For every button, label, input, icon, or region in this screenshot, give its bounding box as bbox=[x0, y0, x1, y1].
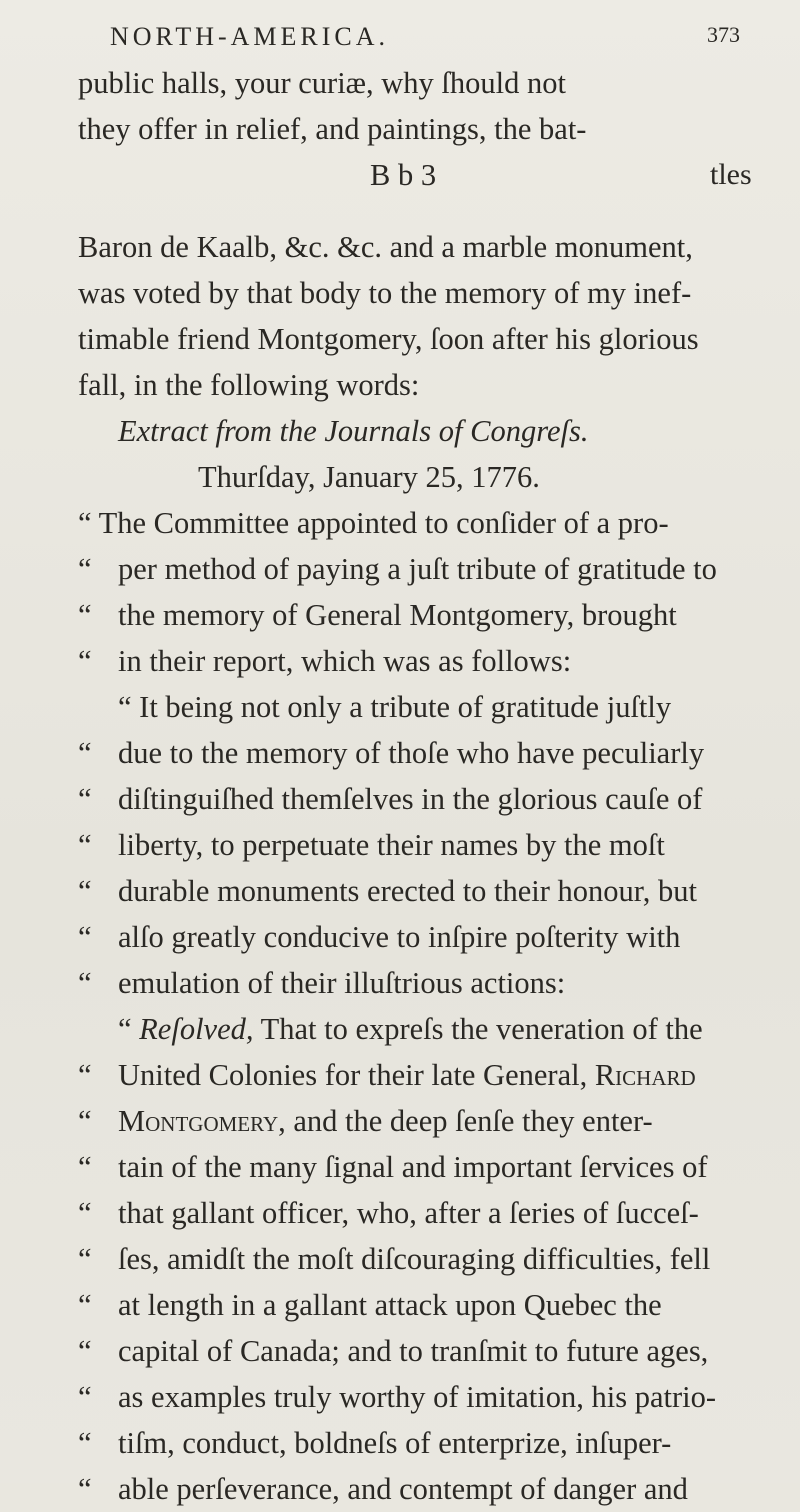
quote-mark: “ bbox=[78, 1058, 92, 1092]
resolved-word: Reſolved, bbox=[139, 1012, 254, 1046]
quote-mark: “ bbox=[78, 966, 92, 1000]
quote-mark: “ bbox=[78, 1380, 92, 1414]
quote-mark: “ bbox=[78, 1242, 92, 1276]
signature-line bbox=[78, 152, 783, 198]
text-line: the memory of General Montgomery, brought bbox=[118, 598, 677, 632]
quote-mark: “ bbox=[78, 874, 92, 908]
name-richard: Richard bbox=[594, 1058, 696, 1092]
quote-mark: “ bbox=[78, 1104, 92, 1138]
text-line: “ It being not only a tribute of gratitude juſtly bbox=[118, 690, 672, 724]
quote-mark: “ bbox=[78, 782, 92, 816]
quote-mark: “ bbox=[78, 552, 92, 586]
quote-mark: “ bbox=[78, 1472, 92, 1506]
text-line: timable friend Montgomery, ſoon after his glorious bbox=[78, 322, 699, 356]
quote-mark: “ bbox=[78, 1196, 92, 1230]
text-line: able perſeverance, and contempt of danger and bbox=[118, 1472, 688, 1506]
quote-mark: “ bbox=[78, 920, 92, 954]
text-line: emulation of their illuſtrious actions: bbox=[118, 966, 566, 1000]
quote-mark: “ bbox=[118, 1012, 140, 1046]
quote-mark: “ bbox=[78, 736, 92, 770]
running-title: NORTH-AMERICA. bbox=[110, 22, 390, 51]
text-line: “ The Committee appointed to conſider of a pro- bbox=[78, 506, 669, 540]
text-line: diſtinguiſhed themſelves in the glorious cauſe of bbox=[118, 782, 703, 816]
text-line: was voted by that body to the memory of my inef- bbox=[78, 276, 692, 310]
name-montgomery: Montgomery, bbox=[118, 1104, 286, 1138]
text-line: at length in a gallant attack upon Quebec the bbox=[118, 1288, 662, 1322]
text-line: fall, in the following words: bbox=[78, 368, 420, 402]
extract-heading: Extract from the Journals of Congreſs. bbox=[118, 414, 589, 448]
quote-mark: “ bbox=[78, 598, 92, 632]
catchword: tles bbox=[710, 158, 752, 191]
text-line: and the deep ſenſe they enter- bbox=[285, 1104, 653, 1138]
text-line: per method of paying a juſt tribute of gratitude to bbox=[118, 552, 717, 586]
quote-mark: “ bbox=[78, 1426, 92, 1460]
text-line: that gallant officer, who, after a ſeries of ſucceſ- bbox=[118, 1196, 699, 1230]
text-line: as examples truly worthy of imitation, his patrio- bbox=[118, 1380, 717, 1414]
text-line: alſo greatly conducive to inſpire poſterity with bbox=[118, 920, 681, 954]
extract-date: Thurſday, January 25, 1776. bbox=[198, 460, 540, 494]
quote-mark: “ bbox=[78, 1150, 92, 1184]
page-number: 373 bbox=[707, 22, 740, 47]
text-line: Baron de Kaalb, &c. &c. and a marble monument, bbox=[78, 230, 693, 264]
text-line: ſes, amidſt the moſt diſcouraging difficulties, fell bbox=[118, 1242, 711, 1276]
quote-mark: “ bbox=[78, 644, 92, 678]
text-line: capital of Canada; and to tranſmit to future ages, bbox=[118, 1334, 709, 1368]
text-line: tiſm, conduct, boldneſs of enterprize, inſuper- bbox=[118, 1426, 672, 1460]
quote-mark: “ bbox=[78, 1288, 92, 1322]
text-line: That to expreſs the veneration of the bbox=[253, 1012, 703, 1046]
text-line: liberty, to perpetuate their names by the moſt bbox=[118, 828, 665, 862]
text-line: they offer in relief, and paintings, the bat- bbox=[78, 112, 587, 146]
text-line: United Colonies for their late General, bbox=[118, 1058, 588, 1092]
text-line: durable monuments erected to their honour, but bbox=[118, 874, 697, 908]
quote-mark: “ bbox=[78, 828, 92, 862]
signature-mark: B b 3 bbox=[370, 158, 437, 192]
text-line: tain of the many ſignal and important ſervices of bbox=[118, 1150, 708, 1184]
text-line: in their report, which was as follows: bbox=[118, 644, 572, 678]
text-line: public halls, your curiæ, why ſhould not bbox=[78, 66, 566, 100]
text-line: due to the memory of thoſe who have peculiarly bbox=[118, 736, 705, 770]
quote-mark: “ bbox=[78, 1334, 92, 1368]
page-body bbox=[78, 60, 783, 1512]
